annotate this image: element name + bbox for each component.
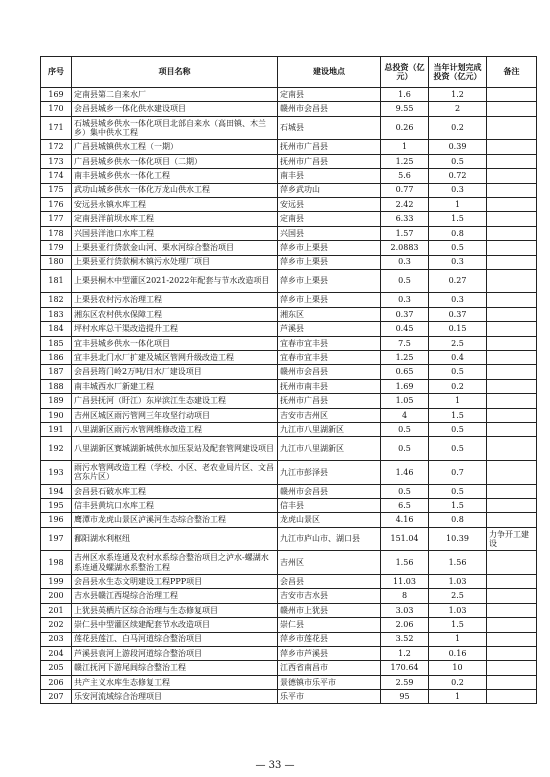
row-location: 九江市八里湖新区 [278, 437, 381, 461]
row-remarks [487, 154, 537, 168]
row-remarks [487, 322, 537, 336]
row-project-name: 坪村水库总干渠改造提升工程 [72, 322, 278, 336]
row-location: 吉安市吉水县 [278, 589, 381, 603]
row-project-name: 吉水县赣江西堤综合治理工程 [72, 589, 278, 603]
row-total-investment: 0.5 [381, 269, 429, 293]
row-project-name: 兴国县洋池口水库工程 [72, 226, 278, 240]
row-project-name: 宜丰县北门水厂扩建及城区管网升级改造工程 [72, 351, 278, 365]
row-project-name: 武功山城乡供水一体化万龙山供水工程 [72, 183, 278, 197]
header-remarks: 备注 [487, 57, 537, 88]
row-annual-plan: 0.5 [429, 423, 487, 437]
row-total-investment: 0.77 [381, 183, 429, 197]
row-project-name: 广昌县抚河（盱江）东岸滨江生态建设工程 [72, 394, 278, 408]
row-index: 178 [41, 226, 72, 240]
row-index: 196 [41, 513, 72, 527]
row-remarks [487, 212, 537, 226]
row-index: 182 [41, 293, 72, 307]
row-index: 174 [41, 169, 72, 183]
row-total-investment: 1.25 [381, 154, 429, 168]
table-row [41, 154, 537, 168]
row-location: 会昌县 [278, 574, 381, 588]
table-row [41, 212, 537, 226]
row-index: 177 [41, 212, 72, 226]
row-index: 191 [41, 423, 72, 437]
table-row [41, 551, 537, 575]
row-index: 195 [41, 498, 72, 512]
row-index: 171 [41, 116, 72, 140]
row-location: 赣州市上犹县 [278, 603, 381, 617]
row-remarks [487, 183, 537, 197]
row-project-name: 会昌县石破水库工程 [72, 484, 278, 498]
table-row [41, 423, 537, 437]
row-project-name: 会昌县城乡一体化供水建设项目 [72, 102, 278, 116]
row-index: 186 [41, 351, 72, 365]
row-annual-plan: 0.16 [429, 646, 487, 660]
row-location: 萍乡市上栗县 [278, 269, 381, 293]
row-total-investment: 0.3 [381, 293, 429, 307]
row-annual-plan: 2.5 [429, 589, 487, 603]
row-project-name: 鄱阳湖水利枢纽 [72, 527, 278, 551]
row-total-investment: 1 [381, 140, 429, 154]
row-project-name: 鹰潭市龙虎山景区泸溪河生态综合整治工程 [72, 513, 278, 527]
row-index: 202 [41, 618, 72, 632]
row-annual-plan: 0.4 [429, 351, 487, 365]
row-location: 江西省南昌市 [278, 661, 381, 675]
row-project-name: 上栗县亚行贷款金山河、栗水河综合整治项目 [72, 241, 278, 255]
row-project-name: 南丰城西水厂新建工程 [72, 379, 278, 393]
row-project-name: 吉州区城区雨污管网三年攻坚行动项目 [72, 408, 278, 422]
row-annual-plan: 2.5 [429, 336, 487, 350]
row-location: 抚州市广昌县 [278, 154, 381, 168]
table-row [41, 116, 537, 140]
table-row [41, 255, 537, 269]
table-row [41, 197, 537, 211]
row-index: 201 [41, 603, 72, 617]
row-total-investment: 0.26 [381, 116, 429, 140]
row-index: 192 [41, 437, 72, 461]
row-location: 吉安市吉州区 [278, 408, 381, 422]
row-annual-plan: 0.27 [429, 269, 487, 293]
row-index: 176 [41, 197, 72, 211]
row-total-investment: 5.6 [381, 169, 429, 183]
row-annual-plan: 1 [429, 394, 487, 408]
row-remarks [487, 498, 537, 512]
row-index: 206 [41, 675, 72, 689]
row-remarks [487, 116, 537, 140]
row-remarks [487, 574, 537, 588]
row-index: 181 [41, 269, 72, 293]
row-location: 萍乡市上栗县 [278, 255, 381, 269]
row-location: 抚州市南丰县 [278, 379, 381, 393]
row-index: 200 [41, 589, 72, 603]
row-remarks [487, 169, 537, 183]
row-index: 203 [41, 632, 72, 646]
row-annual-plan: 0.5 [429, 365, 487, 379]
table-row [41, 574, 537, 588]
row-remarks [487, 603, 537, 617]
row-project-name: 上栗县农村污水治理工程 [72, 293, 278, 307]
row-remarks [487, 589, 537, 603]
row-total-investment: 170.64 [381, 661, 429, 675]
row-total-investment: 9.55 [381, 102, 429, 116]
row-location: 湘东区 [278, 307, 381, 321]
row-remarks [487, 460, 537, 484]
row-remarks [487, 513, 537, 527]
row-remarks [487, 140, 537, 154]
row-remarks [487, 423, 537, 437]
row-total-investment: 1.05 [381, 394, 429, 408]
row-remarks [487, 336, 537, 350]
row-remarks [487, 197, 537, 211]
row-location: 萍乡市莲花县 [278, 632, 381, 646]
row-index: 175 [41, 183, 72, 197]
row-annual-plan: 0.3 [429, 293, 487, 307]
row-remarks [487, 675, 537, 689]
row-remarks [487, 484, 537, 498]
row-remarks [487, 307, 537, 321]
row-total-investment: 0.5 [381, 423, 429, 437]
page-number: — 33 — [255, 760, 295, 771]
row-annual-plan: 0.3 [429, 255, 487, 269]
row-index: 205 [41, 661, 72, 675]
row-location: 吉州区 [278, 551, 381, 575]
row-index: 199 [41, 574, 72, 588]
row-total-investment: 1.6 [381, 88, 429, 102]
row-total-investment: 2.0883 [381, 241, 429, 255]
row-index: 187 [41, 365, 72, 379]
row-annual-plan: 1.5 [429, 212, 487, 226]
row-total-investment: 8 [381, 589, 429, 603]
row-project-name: 赣江抚河下游尾闾综合整治工程 [72, 661, 278, 675]
table-row [41, 408, 537, 422]
row-total-investment: 95 [381, 690, 429, 704]
header-annual-plan: 当年计划完成投资（亿元） [429, 57, 487, 88]
header-project-name: 项目名称 [72, 57, 278, 88]
row-index: 204 [41, 646, 72, 660]
row-location: 赣州市会昌县 [278, 365, 381, 379]
row-total-investment: 0.3 [381, 255, 429, 269]
row-index: 188 [41, 379, 72, 393]
table-row [41, 632, 537, 646]
row-project-name: 信丰县黄坑口水库工程 [72, 498, 278, 512]
row-total-investment: 1.2 [381, 646, 429, 660]
row-project-name: 八里湖新区赛城湖新城供水加压泵站及配套管网建设项目 [72, 437, 278, 461]
table-row [41, 336, 537, 350]
row-annual-plan: 0.8 [429, 513, 487, 527]
row-annual-plan: 1.5 [429, 498, 487, 512]
table-row [41, 618, 537, 632]
row-annual-plan: 0.5 [429, 437, 487, 461]
table-row [41, 675, 537, 689]
table-row [41, 226, 537, 240]
table-row [41, 169, 537, 183]
row-total-investment: 0.5 [381, 484, 429, 498]
row-annual-plan: 0.5 [429, 241, 487, 255]
row-index: 184 [41, 322, 72, 336]
table-row [41, 661, 537, 675]
row-annual-plan: 0.8 [429, 226, 487, 240]
row-remarks: 力争开工建设 [487, 527, 537, 551]
row-location: 宜春市宜丰县 [278, 351, 381, 365]
table-row [41, 498, 537, 512]
row-project-name: 上栗县桐木中型灌区2021-2022年配套与节水改造项目 [72, 269, 278, 293]
row-annual-plan: 10.39 [429, 527, 487, 551]
row-annual-plan: 1.03 [429, 603, 487, 617]
row-annual-plan: 10 [429, 661, 487, 675]
row-project-name: 八里湖新区雨污水管网维修改造工程 [72, 423, 278, 437]
row-remarks [487, 394, 537, 408]
table-row [41, 513, 537, 527]
row-location: 赣州市会昌县 [278, 484, 381, 498]
row-index: 197 [41, 527, 72, 551]
row-project-name: 上栗县亚行贷款桐木镇污水处理厂项目 [72, 255, 278, 269]
row-remarks [487, 690, 537, 704]
row-index: 185 [41, 336, 72, 350]
row-total-investment: 0.37 [381, 307, 429, 321]
row-location: 定南县 [278, 212, 381, 226]
row-remarks [487, 437, 537, 461]
table-row [41, 322, 537, 336]
row-remarks [487, 241, 537, 255]
row-annual-plan: 0.7 [429, 460, 487, 484]
table-row [41, 102, 537, 116]
row-annual-plan: 0.3 [429, 183, 487, 197]
table-row [41, 183, 537, 197]
row-remarks [487, 618, 537, 632]
row-total-investment: 0.65 [381, 365, 429, 379]
row-location: 乐平市 [278, 690, 381, 704]
row-index: 183 [41, 307, 72, 321]
row-remarks [487, 551, 537, 575]
row-location: 宜春市宜丰县 [278, 336, 381, 350]
table-row [41, 527, 537, 551]
row-remarks [487, 351, 537, 365]
row-remarks [487, 269, 537, 293]
row-project-name: 雨污水管网改造工程（学校、小区、老农业局片区、文昌宫东片区） [72, 460, 278, 484]
row-index: 169 [41, 88, 72, 102]
row-index: 193 [41, 460, 72, 484]
table-row [41, 589, 537, 603]
table-body [41, 88, 537, 704]
row-annual-plan: 0.5 [429, 154, 487, 168]
row-location: 兴国县 [278, 226, 381, 240]
row-remarks [487, 255, 537, 269]
row-total-investment: 2.59 [381, 675, 429, 689]
row-total-investment: 0.5 [381, 437, 429, 461]
row-location: 九江市庐山市、湖口县 [278, 527, 381, 551]
row-annual-plan: 0.2 [429, 379, 487, 393]
row-annual-plan: 1.56 [429, 551, 487, 575]
row-location: 芦溪县 [278, 322, 381, 336]
row-project-name: 莲花县莲江、白马河道综合整治项目 [72, 632, 278, 646]
table-row [41, 241, 537, 255]
row-index: 173 [41, 154, 72, 168]
row-total-investment: 1.69 [381, 379, 429, 393]
row-index: 194 [41, 484, 72, 498]
row-total-investment: 2.42 [381, 197, 429, 211]
row-remarks [487, 88, 537, 102]
row-location: 石城县 [278, 116, 381, 140]
table-row [41, 460, 537, 484]
row-project-name: 会昌县水生态文明建设工程PPP项目 [72, 574, 278, 588]
table-row [41, 646, 537, 660]
row-project-name: 吉州区水系连通及农村水系综合整治项目之泸水-螺湖水系连通及螺湖水系整治工程 [72, 551, 278, 575]
row-project-name: 广昌县城镇供水工程（一期） [72, 140, 278, 154]
row-total-investment: 1.57 [381, 226, 429, 240]
row-remarks [487, 226, 537, 240]
row-annual-plan: 1.2 [429, 88, 487, 102]
row-project-name: 乐安河流域综合治理项目 [72, 690, 278, 704]
table-row [41, 269, 537, 293]
row-location: 南丰县 [278, 169, 381, 183]
row-annual-plan: 1.5 [429, 618, 487, 632]
row-location: 萍乡市芦溪县 [278, 646, 381, 660]
row-index: 190 [41, 408, 72, 422]
row-remarks [487, 632, 537, 646]
row-annual-plan: 1 [429, 690, 487, 704]
row-index: 172 [41, 140, 72, 154]
row-location: 龙虎山景区 [278, 513, 381, 527]
table-row [41, 437, 537, 461]
row-location: 抚州市广昌县 [278, 394, 381, 408]
row-project-name: 芦溪县袁河上游段河道综合整治项目 [72, 646, 278, 660]
row-location: 赣州市会昌县 [278, 102, 381, 116]
table-row [41, 293, 537, 307]
header-index: 序号 [41, 57, 72, 88]
row-total-investment: 1.56 [381, 551, 429, 575]
row-index: 198 [41, 551, 72, 575]
row-total-investment: 1.25 [381, 351, 429, 365]
row-location: 信丰县 [278, 498, 381, 512]
row-total-investment: 3.52 [381, 632, 429, 646]
row-project-name: 上犹县英栖片区综合治理与生态修复项目 [72, 603, 278, 617]
row-annual-plan: 0.15 [429, 322, 487, 336]
row-location: 九江市彭泽县 [278, 460, 381, 484]
row-project-name: 崇仁县中型灌区续建配套节水改造项目 [72, 618, 278, 632]
row-project-name: 定南县洋前坝水库工程 [72, 212, 278, 226]
row-location: 景德镇市乐平市 [278, 675, 381, 689]
row-total-investment: 2.06 [381, 618, 429, 632]
row-total-investment: 6.5 [381, 498, 429, 512]
row-remarks [487, 379, 537, 393]
row-index: 189 [41, 394, 72, 408]
row-location: 定南县 [278, 88, 381, 102]
row-annual-plan: 0.5 [429, 484, 487, 498]
row-project-name: 广昌县城乡供水一体化项目（二期） [72, 154, 278, 168]
row-total-investment: 4 [381, 408, 429, 422]
row-remarks [487, 102, 537, 116]
table-row [41, 140, 537, 154]
row-project-name: 安远县永镇水库工程 [72, 197, 278, 211]
row-annual-plan: 2 [429, 102, 487, 116]
table-row [41, 379, 537, 393]
row-annual-plan: 1 [429, 632, 487, 646]
header-total-investment: 总投资（亿元） [381, 57, 429, 88]
row-index: 207 [41, 690, 72, 704]
row-total-investment: 3.03 [381, 603, 429, 617]
table-row [41, 484, 537, 498]
row-annual-plan: 0.72 [429, 169, 487, 183]
row-total-investment: 151.04 [381, 527, 429, 551]
row-project-name: 会昌县筠门岭2万吨/日水厂建设项目 [72, 365, 278, 379]
row-annual-plan: 0.2 [429, 116, 487, 140]
row-project-name: 共产主义水库生态修复工程 [72, 675, 278, 689]
table-row [41, 394, 537, 408]
row-annual-plan: 1 [429, 197, 487, 211]
row-total-investment: 1.46 [381, 460, 429, 484]
row-remarks [487, 646, 537, 660]
row-location: 萍乡市上栗县 [278, 241, 381, 255]
row-annual-plan: 1.5 [429, 408, 487, 422]
row-total-investment: 4.16 [381, 513, 429, 527]
header-location: 建设地点 [278, 57, 381, 88]
row-total-investment: 11.03 [381, 574, 429, 588]
row-remarks [487, 408, 537, 422]
row-location: 萍乡武功山 [278, 183, 381, 197]
row-remarks [487, 661, 537, 675]
table-row [41, 88, 537, 102]
row-total-investment: 7.5 [381, 336, 429, 350]
row-location: 九江市八里湖新区 [278, 423, 381, 437]
row-index: 170 [41, 102, 72, 116]
row-index: 179 [41, 241, 72, 255]
row-total-investment: 0.45 [381, 322, 429, 336]
row-annual-plan: 0.2 [429, 675, 487, 689]
row-location: 崇仁县 [278, 618, 381, 632]
row-location: 萍乡市上栗县 [278, 293, 381, 307]
row-remarks [487, 293, 537, 307]
row-remarks [487, 365, 537, 379]
table-row [41, 307, 537, 321]
table-row [41, 603, 537, 617]
row-project-name: 南丰县城乡供水一体化工程 [72, 169, 278, 183]
row-index: 180 [41, 255, 72, 269]
table-header-row [41, 57, 537, 88]
row-project-name: 定南县第二自来水厂 [72, 88, 278, 102]
table-row [41, 690, 537, 704]
row-project-name: 湘东区农村供水保障工程 [72, 307, 278, 321]
row-annual-plan: 0.39 [429, 140, 487, 154]
row-annual-plan: 0.37 [429, 307, 487, 321]
row-annual-plan: 1.03 [429, 574, 487, 588]
row-total-investment: 6.33 [381, 212, 429, 226]
row-location: 抚州市广昌县 [278, 140, 381, 154]
row-project-name: 宜丰县城乡供水一体化项目 [72, 336, 278, 350]
row-location: 安远县 [278, 197, 381, 211]
row-project-name: 石城县城乡供水一体化项目北部自来水（高田镇、木兰乡）集中供水工程 [72, 116, 278, 140]
project-table [40, 56, 537, 704]
table-row [41, 365, 537, 379]
table-row [41, 351, 537, 365]
